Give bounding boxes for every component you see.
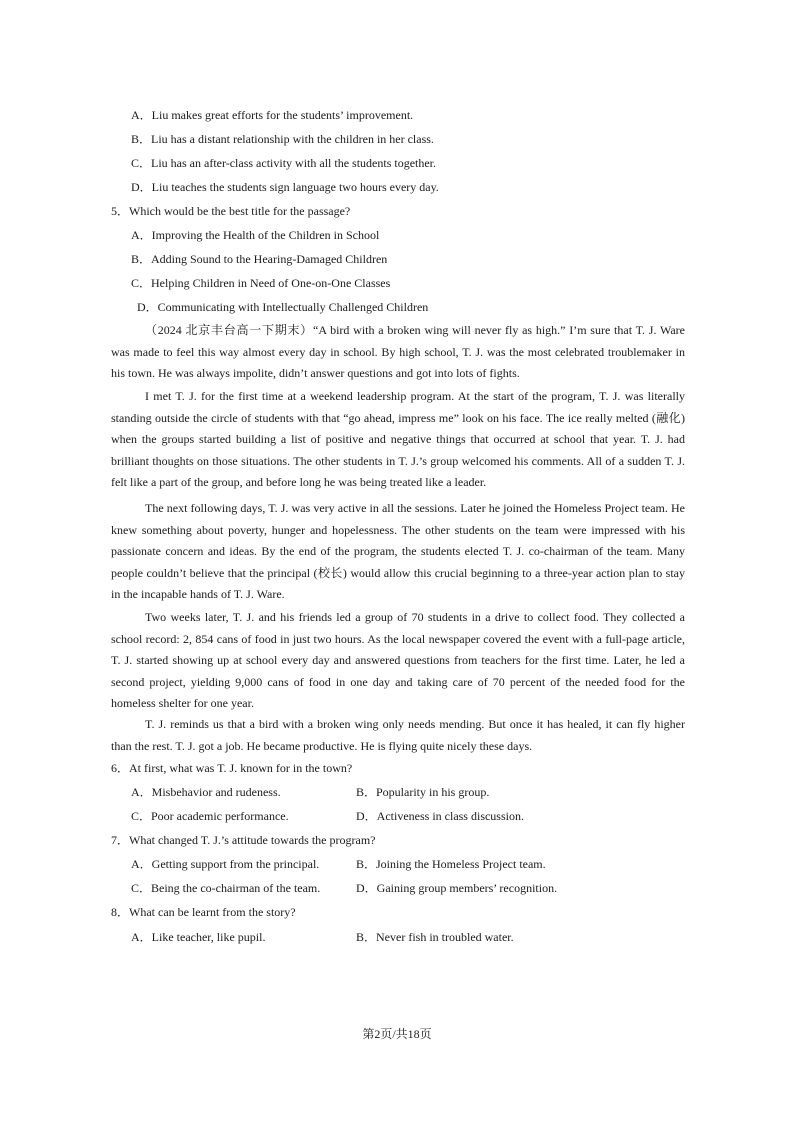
q6-option-a: A．Misbehavior and rudeness.	[131, 785, 281, 799]
q8-question: 8．What can be learnt from the story?	[111, 905, 296, 919]
passage-paragraph-2: I met T. J. for the first time at a weekend leadership program. At the start of the program, T. J. was literally standing outside the circle of students with that “go ahead, impress me” look on his face. The ice really melted (融化) when the groups started building a list of positive and negative things that occurred at school that year. T. J. had brilliant thoughts on those situations. The other students in T. J.’s group welcomed his comments. All of a sudden T. J. felt like a part of the group, and before long he was being treated like a leader.	[111, 389, 685, 489]
page-footer: 第2页/共18页	[362, 1027, 432, 1041]
q6-option-d: D．Activeness in class discussion.	[356, 809, 524, 823]
q5-option-d: D．Communicating with Intellectually Challenged Children	[137, 300, 429, 314]
q5-option-a: A．Improving the Health of the Children in School	[131, 228, 380, 242]
q7-option-d: D．Gaining group members’ recognition.	[356, 881, 558, 895]
q6-question: 6．At first, what was T. J. known for in the town?	[111, 761, 353, 775]
q5-option-b: B．Adding Sound to the Hearing-Damaged Children	[131, 252, 388, 266]
q4-option-a: A．Liu makes great efforts for the students’ improvement.	[131, 108, 414, 122]
q4-option-b: B．Liu has a distant relationship with the children in her class.	[131, 132, 434, 146]
passage-paragraph-4: Two weeks later, T. J. and his friends led a group of 70 students in a drive to collect food. They collected a school record: 2, 854 cans of food in just two hours. As the local newspaper covered the event with a full-page article, T. J. started showing up at school every day and answered questions from teachers for the first time. Later, he led a second project, yielding 9,000 cans of food in one day and taking care of 70 percent of the needed food for the homeless shelter for one year.	[111, 610, 685, 710]
q8-option-a: A．Like teacher, like pupil.	[131, 930, 266, 944]
q8-option-b: B．Never fish in troubled water.	[356, 930, 514, 944]
q5-option-c: C．Helping Children in Need of One-on-One Classes	[131, 276, 391, 290]
q7-option-b: B．Joining the Homeless Project team.	[356, 857, 546, 871]
q4-option-c: C．Liu has an after-class activity with all the students together.	[131, 156, 437, 170]
q7-option-c: C．Being the co-chairman of the team.	[131, 881, 321, 895]
q7-question: 7．What changed T. J.’s attitude towards the program?	[111, 833, 376, 847]
q6-option-b: B．Popularity in his group.	[356, 785, 490, 799]
passage-paragraph-5: T. J. reminds us that a bird with a broken wing only needs mending. But once it has healed, it can fly higher than the rest. T. J. got a job. He became productive. He is flying quite nicely these days.	[111, 717, 685, 753]
passage-paragraph-3: The next following days, T. J. was very active in all the sessions. Later he joined the Homeless Project team. He knew something about poverty, hunger and hopelessness. The other students on the team were impressed with his passionate concern and ideas. By the end of the program, the students elected T. J. co-chairman of the team. Many people couldn’t believe that the principal (校长) would allow this crucial beginning to a three-year action plan to stay in the incapable hands of T. J. Ware.	[111, 501, 685, 601]
passage-paragraph-1: （2024 北京丰台高一下期末）“A bird with a broken wing will never fly as high.” I’m sure that T. J. Ware was made to feel this way almost every day in school. By high school, T. J. was the most celebrated troublemaker in his town. He was always impolite, didn’t answer questions and got into lots of fights.	[111, 323, 685, 380]
q6-option-c: C．Poor academic performance.	[131, 809, 289, 823]
q7-option-a: A．Getting support from the principal.	[131, 857, 320, 871]
q5-question: 5．Which would be the best title for the passage?	[111, 204, 351, 218]
q4-option-d: D．Liu teaches the students sign language two hours every day.	[131, 180, 439, 194]
